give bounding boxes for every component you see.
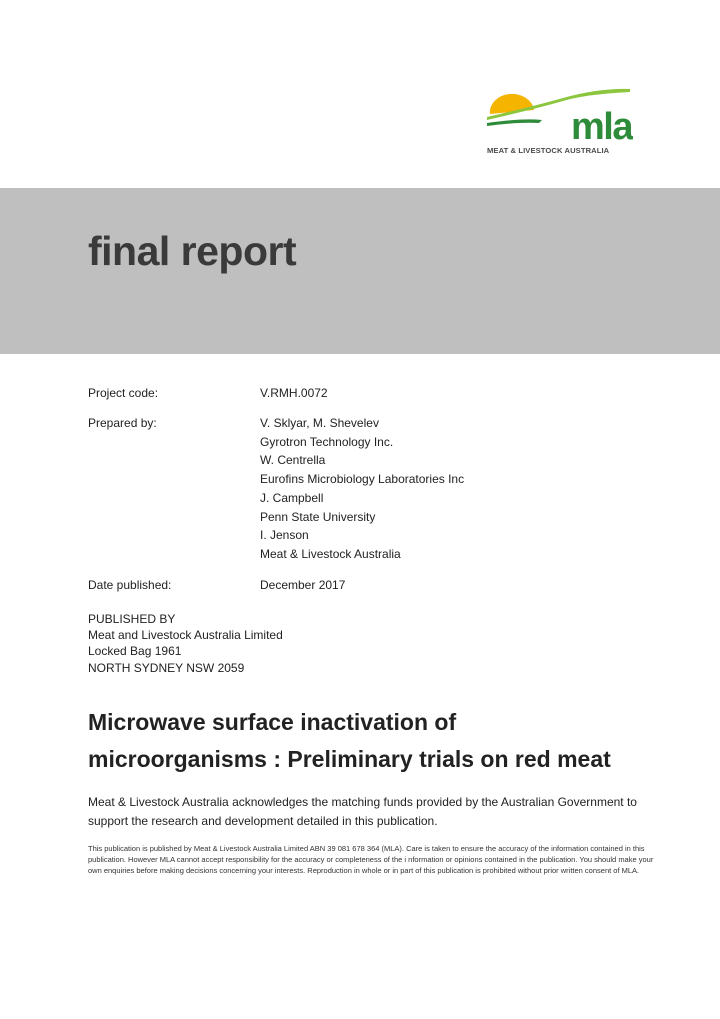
publisher-line: Locked Bag 1961: [88, 644, 182, 659]
prepared-by-line: Meat & Livestock Australia: [260, 546, 401, 561]
prepared-by-line: I. Jenson: [260, 528, 309, 543]
disclaimer-text: This publication is published by Meat & Livestock Australia Limited ABN 39 081 678 364 (MLA). Care is taken to ensure the accuracy of the information contained in this publication. However MLA cannot accept responsibility for the accuracy or completeness of the i nformation or opinions contained in the publication. You should make your own enquiries before making decisions concerning your interests. Reproduction in whole or in part of this publication is prohibited without prior written consent of MLA.: [88, 844, 654, 875]
prepared-by-line: J. Campbell: [260, 490, 324, 505]
mla-wordmark: mla: [571, 106, 632, 144]
report-title-line: Microwave surface inactivation of: [88, 709, 457, 735]
publisher-block: [88, 611, 283, 676]
project-code-value: V.RMH.0072: [260, 386, 328, 400]
field-stripe-icon: [487, 119, 542, 126]
report-banner: [0, 188, 720, 354]
mla-org-name: MEAT & LIVESTOCK AUSTRALIA: [487, 146, 610, 155]
prepared-by-line: W. Centrella: [260, 453, 326, 468]
report-title-line: microorganisms : Preliminary trials on red meat: [88, 746, 611, 772]
acknowledgement-text: Meat & Livestock Australia acknowledges the matching funds provided by the Australian Government to support the research and development detailed in this publication.: [88, 795, 637, 828]
publisher-line: NORTH SYDNEY NSW 2059: [88, 660, 245, 675]
publisher-line: Meat and Livestock Australia Limited: [88, 628, 283, 643]
prepared-by-line: Gyrotron Technology Inc.: [260, 434, 394, 449]
report-title: [88, 704, 688, 778]
mla-logo-mark: [487, 86, 633, 144]
prepared-by-line: Penn State University: [260, 509, 376, 524]
project-code-label: Project code:: [88, 386, 159, 400]
sun-icon: [490, 94, 534, 114]
prepared-by-line: Eurofins Microbiology Laboratories Inc: [260, 472, 465, 487]
publisher-heading: PUBLISHED BY: [88, 612, 176, 626]
report-type-title: final report: [88, 228, 297, 274]
prepared-by-line: V. Sklyar, M. Shevelev: [260, 416, 379, 430]
prepared-by-list: [260, 414, 464, 564]
date-published-value: December 2017: [260, 578, 346, 592]
mla-logo: [487, 86, 633, 156]
prepared-by-label: Prepared by:: [88, 416, 157, 430]
date-published-label: Date published:: [88, 578, 172, 592]
